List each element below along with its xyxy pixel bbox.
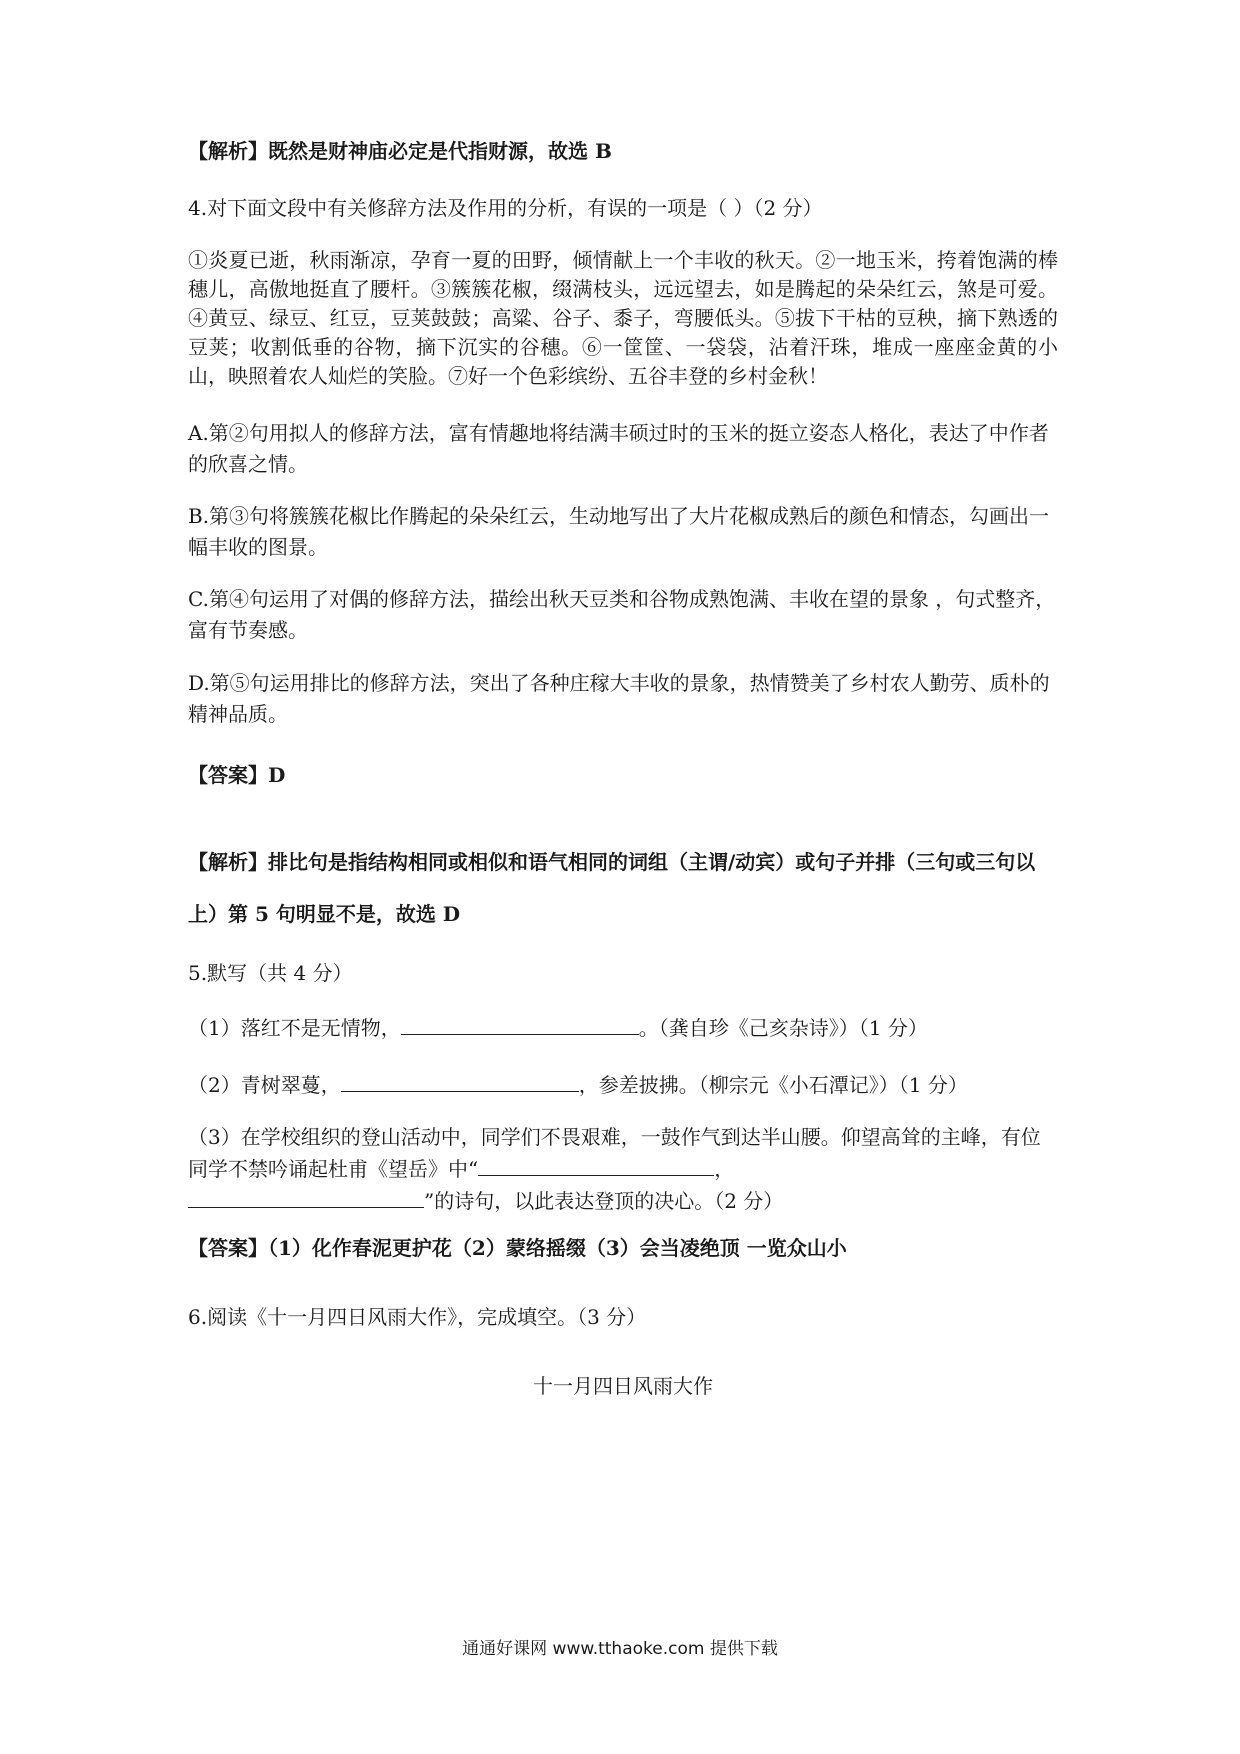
q5-item-3-blank-1[interactable] [478, 1153, 714, 1176]
q5-item-1-prefix: （1）落红不是无情物， [188, 1016, 401, 1040]
q4-stem: 4.对下面文段中有关修辞方法及作用的分析，有误的一项是（ ）（2 分） [188, 196, 823, 220]
q6-stem: 6.阅读《十一月四日风雨大作》，完成填空。（3 分） [188, 1305, 647, 1329]
q5-item-3 [188, 1122, 1058, 1217]
q5-item-3-blank-2[interactable] [188, 1185, 424, 1208]
q4-option-a: A.第②句用拟人的修辞方法，富有情趣地将结满丰硕过时的玉米的挺立姿态人格化，表达了中作者的欣喜之情。 [188, 421, 1049, 476]
poem-title: 十一月四日风雨大作 [533, 1374, 713, 1398]
q4-passage: ①炎夏已逝，秋雨渐凉，孕育一夏的田野，倾情献上一个丰收的秋天。②一地玉米，挎着饱满的棒穗儿，高傲地挺直了腰杆。③簇簇花椒，缀满枝头，远远望去，如是腾起的朵朵红云，煞是可爱。④黄豆、绿豆、红豆，豆荚鼓鼓；高粱、谷子、黍子，弯腰低头。⑤拔下干枯的豆秧，摘下熟透的豆荚；收割低垂的谷物，摘下沉实的谷穗。⑥一筐筐、一袋袋，沾着汗珠，堆成一座座金黄的小山，映照着农人灿烂的笑脸。⑦好一个色彩缤纷、五谷丰登的乡村金秋！ [188, 248, 1058, 388]
q5-item-1 [188, 1011, 1058, 1045]
q5-item-2-suffix: ，参差披拂。（柳宗元《小石潭记》）（1 分） [578, 1073, 968, 1097]
q5-item-3-suffix: ”的诗句，以此表达登顶的决心。（2 分） [424, 1189, 784, 1213]
q5-item-3-prefix: （3）在学校组织的登山活动中，同学们不畏艰难，一鼓作气到达半山腰。仰望高耸的主峰，有位同学不禁吟诵起杜甫《望岳》中“ [188, 1125, 1041, 1181]
q4-option-c: C.第④句运用了对偶的修辞方法，描绘出秋天豆类和谷物成熟饱满、丰收在望的景象 ，句式整齐，富有节奏感。 [188, 587, 1056, 642]
q5-item-2 [188, 1068, 1058, 1102]
q4-answer: 【答案】D [188, 763, 286, 787]
q5-item-1-blank[interactable] [401, 1012, 639, 1035]
q3-analysis: 【解析】既然是财神庙必定是代指财源，故选 B [188, 139, 612, 163]
q4-analysis: 【解析】排比句是指结构相同或相似和语气相同的词组（主谓/动宾）或句子并排（三句或三句以上）第 5 句明显不是，故选 D [188, 850, 1036, 926]
q4-option-d: D.第⑤句运用排比的修辞方法，突出了各种庄稼大丰收的景象，热情赞美了乡村农人勤劳、质朴的精神品质。 [188, 671, 1050, 726]
q5-item-1-suffix: 。（龚自珍《己亥杂诗》）（1 分） [638, 1016, 928, 1040]
q5-stem: 5.默写（共 4 分） [188, 961, 353, 985]
q5-answer: 【答案】（1）化作春泥更护花（2）蒙络摇缀（3）会当凌绝顶 一览众山小 [188, 1236, 847, 1260]
q5-item-2-blank[interactable] [341, 1069, 579, 1092]
q5-item-2-prefix: （2）青树翠蔓， [188, 1073, 341, 1097]
footer-watermark: 通通好课网 www.tthaoke.com 提供下载 [462, 1639, 778, 1659]
q4-option-b: B.第③句将簇簇花椒比作腾起的朵朵红云，生动地写出了大片花椒成熟后的颜色和情态，勾画出一幅丰收的图景。 [188, 504, 1050, 559]
q5-item-3-mid: ， [714, 1157, 735, 1181]
